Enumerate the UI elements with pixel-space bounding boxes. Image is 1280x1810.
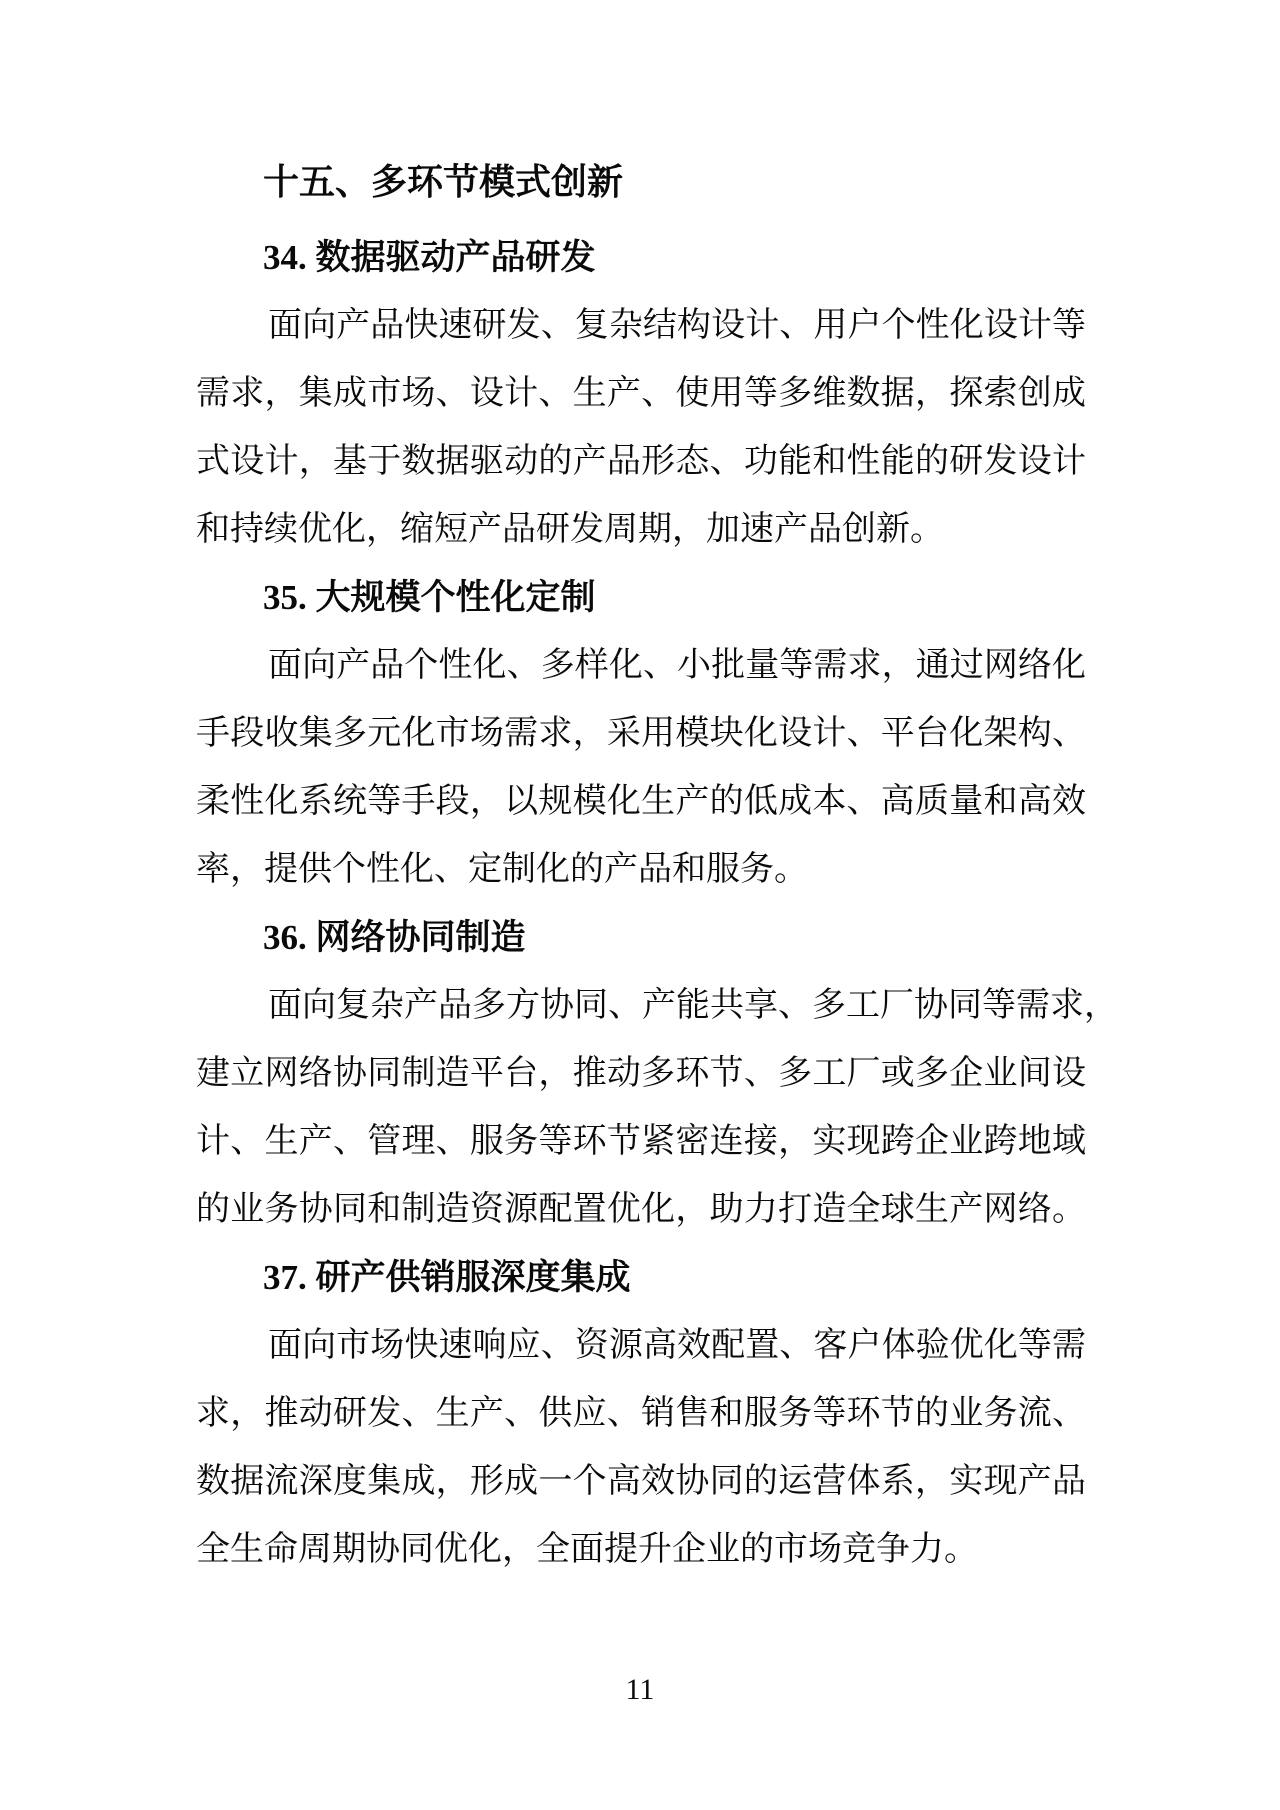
- item-heading-36: 36. 网络协同制造: [263, 918, 526, 957]
- item-34: [196, 224, 1086, 564]
- item-37: [196, 1244, 1086, 1584]
- body-line: 需求，集成市场、设计、生产、使用等多维数据，探索创成: [196, 375, 1086, 412]
- body-line: 计、生产、管理、服务等环节紧密连接，实现跨企业跨地域: [196, 1123, 1086, 1160]
- body-line: 面向市场快速响应、资源高效配置、客户体验优化等需: [268, 1327, 1086, 1364]
- item-36: [196, 904, 1118, 1244]
- item-35: [196, 564, 1086, 904]
- body-line: 和持续优化，缩短产品研发周期，加速产品创新。: [196, 511, 944, 548]
- body-line: 建立网络协同制造平台，推动多环节、多工厂或多企业间设: [196, 1055, 1086, 1092]
- body-line: 面向产品个性化、多样化、小批量等需求，通过网络化: [268, 647, 1086, 684]
- body-line: 手段收集多元化市场需求，采用模块化设计、平台化架构、: [196, 715, 1086, 752]
- item-heading-35: 35. 大规模个性化定制: [263, 578, 596, 617]
- page-content: [196, 148, 1118, 1584]
- item-heading-34: 34. 数据驱动产品研发: [263, 238, 596, 277]
- body-line: 全生命周期协同优化，全面提升企业的市场竞争力。: [196, 1531, 978, 1568]
- body-line: 率，提供个性化、定制化的产品和服务。: [196, 851, 808, 888]
- body-line: 柔性化系统等手段，以规模化生产的低成本、高质量和高效: [196, 783, 1086, 820]
- body-line: 数据流深度集成，形成一个高效协同的运营体系，实现产品: [196, 1463, 1086, 1500]
- section-title: 十五、多环节模式创新: [263, 161, 624, 202]
- page-number: 11: [625, 1673, 655, 1706]
- body-line: 的业务协同和制造资源配置优化，助力打造全球生产网络。: [196, 1191, 1086, 1228]
- body-line: 面向产品快速研发、复杂结构设计、用户个性化设计等: [268, 307, 1086, 344]
- body-line: 式设计，基于数据驱动的产品形态、功能和性能的研发设计: [196, 443, 1086, 480]
- item-heading-37: 37. 研产供销服深度集成: [263, 1258, 631, 1297]
- body-line: 求，推动研发、生产、供应、销售和服务等环节的业务流、: [196, 1395, 1086, 1432]
- body-line: 面向复杂产品多方协同、产能共享、多工厂协同等需求，: [268, 987, 1118, 1024]
